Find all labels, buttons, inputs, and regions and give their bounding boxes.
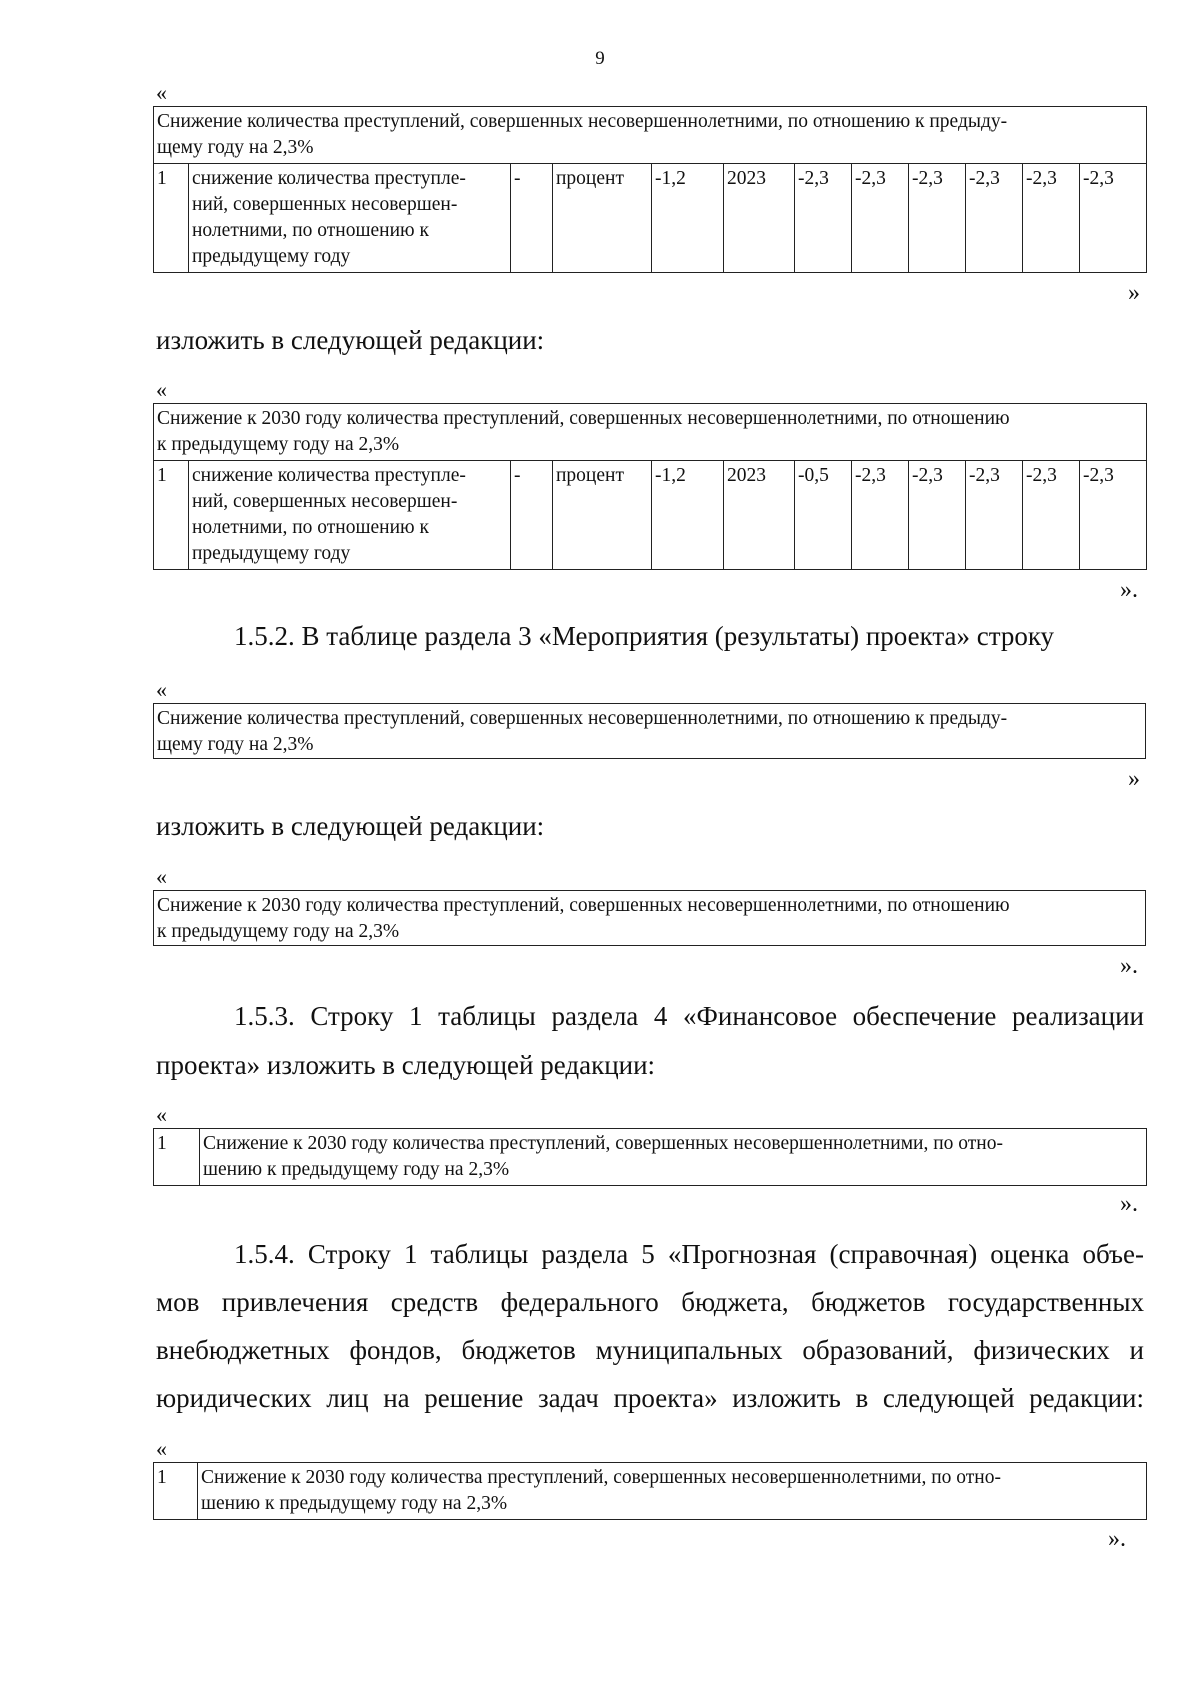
instruction-text: изложить в следующей редакции: bbox=[156, 325, 545, 355]
paragraph-text: 1.5.3. Строку 1 таблицы раздела 4 «Финансовое обеспечение реализации bbox=[234, 1001, 1144, 1031]
row-number: 1 bbox=[154, 461, 189, 570]
indicator-type: - bbox=[511, 164, 553, 273]
table-header: Снижение количества преступлений, совершенных несовершеннолетними, по отношению к предыду- щему году на 2,3% bbox=[154, 107, 1147, 164]
finance-row-text: Снижение к 2030 году количества преступлений, совершенных несовершеннолетними, по отно- шению к предыдущему году на 2,3% bbox=[200, 1129, 1147, 1186]
close-quote: ». bbox=[1120, 1191, 1138, 1217]
value-cell: -2,3 bbox=[1023, 461, 1080, 570]
close-quote: » bbox=[1128, 280, 1140, 306]
row-number: 1 bbox=[154, 164, 189, 273]
old-indicator-table bbox=[153, 106, 1147, 273]
value-cell: -2,3 bbox=[966, 164, 1023, 273]
paragraph-1-5-3-line1 bbox=[156, 992, 1144, 1041]
paragraph-1-5-4-line3: внебюджетных фондов, бюджетов муниципальных образований, физических и bbox=[156, 1335, 1144, 1365]
row-number: 1 bbox=[154, 1463, 198, 1520]
value-cell: -2,3 bbox=[1080, 164, 1147, 273]
value-cell: -2,3 bbox=[1023, 164, 1080, 273]
open-quote: « bbox=[156, 864, 167, 889]
forecast-row-text: Снижение к 2030 году количества преступлений, совершенных несовершеннолетними, по отно- шению к предыдущему году на 2,3% bbox=[198, 1463, 1147, 1520]
close-quote: ». bbox=[1108, 1526, 1126, 1552]
base-value: -1,2 bbox=[652, 164, 724, 273]
indicator-name: снижение количества преступле- ний, совершенных несовершен- нолетними, по отношению к предыдущему году bbox=[189, 164, 511, 273]
indicator-type: - bbox=[511, 461, 553, 570]
value-cell: -0,5 bbox=[795, 461, 852, 570]
instruction-text: изложить в следующей редакции: bbox=[156, 811, 545, 841]
value-cell: -2,3 bbox=[966, 461, 1023, 570]
open-quote: « bbox=[156, 1436, 167, 1461]
unit: процент bbox=[553, 164, 652, 273]
open-quote: « bbox=[156, 80, 167, 105]
value-cell: -2,3 bbox=[1080, 461, 1147, 570]
value-cell: -2,3 bbox=[909, 164, 966, 273]
open-quote: « bbox=[156, 1102, 167, 1127]
value-cell: -2,3 bbox=[852, 461, 909, 570]
paragraph-text: 1.5.4. Строку 1 таблицы раздела 5 «Прогнозная (справочная) оценка объе- bbox=[234, 1239, 1144, 1269]
base-year: 2023 bbox=[724, 461, 795, 570]
finance-row-table bbox=[153, 1128, 1147, 1186]
paragraph-text: 1.5.2. В таблице раздела 3 «Мероприятия (результаты) проекта» строку bbox=[234, 621, 1055, 651]
open-quote: « bbox=[156, 677, 167, 702]
new-indicator-table bbox=[153, 403, 1147, 570]
open-quote: « bbox=[156, 377, 167, 402]
value-cell: -2,3 bbox=[852, 164, 909, 273]
close-quote: » bbox=[1128, 766, 1140, 792]
new-event-row: Снижение к 2030 году количества преступлений, совершенных несовершеннолетними, по отношению к предыдущему году на 2,3% bbox=[153, 890, 1146, 946]
paragraph-1-5-4-line4: юридических лиц на решение задач проекта» изложить в следующей редакции: bbox=[156, 1383, 1144, 1413]
forecast-row-table bbox=[153, 1462, 1147, 1520]
page-number: 9 bbox=[595, 48, 605, 69]
paragraph-1-5-4-line2: мов привлечения средств федерального бюджета, бюджетов государственных bbox=[156, 1287, 1144, 1317]
value-cell: -2,3 bbox=[909, 461, 966, 570]
base-value: -1,2 bbox=[652, 461, 724, 570]
indicator-name: снижение количества преступле- ний, совершенных несовершен- нолетними, по отношению к предыдущему году bbox=[189, 461, 511, 570]
close-quote: ». bbox=[1120, 953, 1138, 979]
close-quote: ». bbox=[1120, 577, 1138, 603]
paragraph-1-5-4-line1 bbox=[156, 1230, 1144, 1279]
value-cell: -2,3 bbox=[795, 164, 852, 273]
paragraph-1-5-2 bbox=[156, 612, 1144, 661]
unit: процент bbox=[553, 461, 652, 570]
table-header: Снижение к 2030 году количества преступлений, совершенных несовершеннолетними, по отношению к предыдущему году на 2,3% bbox=[154, 404, 1147, 461]
base-year: 2023 bbox=[724, 164, 795, 273]
row-number: 1 bbox=[154, 1129, 200, 1186]
paragraph-1-5-3-line2: проекта» изложить в следующей редакции: bbox=[156, 1050, 656, 1080]
old-event-row: Снижение количества преступлений, совершенных несовершеннолетними, по отношению к предыду- щему году на 2,3% bbox=[153, 703, 1146, 759]
